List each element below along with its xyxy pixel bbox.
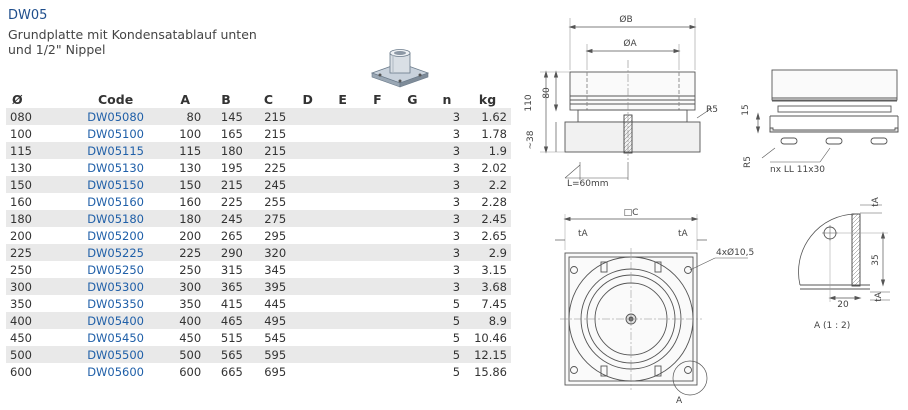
cell-kg: 2.65 xyxy=(464,227,511,244)
cell-kg: 7.45 xyxy=(464,295,511,312)
cell-n: 3 xyxy=(430,193,464,210)
cell-code[interactable]: DW05200 xyxy=(66,227,165,244)
col-header: n xyxy=(430,90,464,108)
cell-a: 300 xyxy=(165,278,205,295)
cell-b: 415 xyxy=(205,295,247,312)
cell-c: 245 xyxy=(247,176,290,193)
cell-code[interactable]: DW05115 xyxy=(66,142,165,159)
cell-b: 195 xyxy=(205,159,247,176)
dim-110: 110 xyxy=(524,94,534,112)
col-header: B xyxy=(205,90,247,108)
cell-a: 500 xyxy=(165,346,205,363)
cell-b: 225 xyxy=(205,193,247,210)
col-header: E xyxy=(325,90,360,108)
col-header: F xyxy=(360,90,395,108)
cell-c: 545 xyxy=(247,329,290,346)
col-header: D xyxy=(290,90,325,108)
dim-r5-side: R5 xyxy=(743,156,753,168)
cell-code[interactable]: DW05130 xyxy=(66,159,165,176)
cell-b: 145 xyxy=(205,108,247,125)
detail-dim-35: 35 xyxy=(871,254,881,266)
cell-n: 3 xyxy=(430,108,464,125)
cell-a: 150 xyxy=(165,176,205,193)
cell-diameter: 200 xyxy=(6,227,66,244)
col-header: G xyxy=(395,90,430,108)
cell-a: 160 xyxy=(165,193,205,210)
cell-kg: 2.28 xyxy=(464,193,511,210)
cell-diameter: 225 xyxy=(6,244,66,261)
cell-c: 215 xyxy=(247,125,290,142)
slot-label: nx LL 11x30 xyxy=(770,165,826,175)
cell-diameter: 080 xyxy=(6,108,66,125)
cell-c: 215 xyxy=(247,108,290,125)
dim-80: 80 xyxy=(542,87,552,99)
cell-b: 365 xyxy=(205,278,247,295)
cell-diameter: 400 xyxy=(6,312,66,329)
dim-square-c: □C xyxy=(623,208,639,218)
cell-n: 3 xyxy=(430,210,464,227)
cell-kg: 3.68 xyxy=(464,278,511,295)
cell-kg: 1.78 xyxy=(464,125,511,142)
cell-kg: 8.9 xyxy=(464,312,511,329)
cell-diameter: 150 xyxy=(6,176,66,193)
cell-n: 5 xyxy=(430,312,464,329)
cell-diameter: 160 xyxy=(6,193,66,210)
cell-diameter: 300 xyxy=(6,278,66,295)
cell-kg: 2.45 xyxy=(464,210,511,227)
detail-ref: A xyxy=(676,396,683,406)
cell-c: 225 xyxy=(247,159,290,176)
cell-a: 100 xyxy=(165,125,205,142)
cell-b: 665 xyxy=(205,363,247,380)
cell-code[interactable]: DW05450 xyxy=(66,329,165,346)
cell-c: 275 xyxy=(247,210,290,227)
cell-kg: 3.15 xyxy=(464,261,511,278)
dim-15: 15 xyxy=(741,104,751,116)
cell-c: 495 xyxy=(247,312,290,329)
cell-c: 215 xyxy=(247,142,290,159)
detail-ta-top: tA xyxy=(871,197,881,207)
cell-diameter: 450 xyxy=(6,329,66,346)
cell-kg: 2.9 xyxy=(464,244,511,261)
cell-a: 200 xyxy=(165,227,205,244)
cell-n: 3 xyxy=(430,227,464,244)
pipe-length: L=60mm xyxy=(567,179,609,189)
cell-code[interactable]: DW05350 xyxy=(66,295,165,312)
cell-b: 245 xyxy=(205,210,247,227)
dim-38: ~38 xyxy=(526,130,536,150)
cell-b: 465 xyxy=(205,312,247,329)
cell-code[interactable]: DW05400 xyxy=(66,312,165,329)
cell-diameter: 130 xyxy=(6,159,66,176)
cell-code[interactable]: DW05600 xyxy=(66,363,165,380)
col-header: A xyxy=(165,90,205,108)
cell-a: 250 xyxy=(165,261,205,278)
cell-b: 515 xyxy=(205,329,247,346)
cell-a: 80 xyxy=(165,108,205,125)
cell-a: 350 xyxy=(165,295,205,312)
dim-ta-right: tA xyxy=(678,229,688,239)
cell-c: 395 xyxy=(247,278,290,295)
cell-code[interactable]: DW05300 xyxy=(66,278,165,295)
holes-label: 4xØ10,5 xyxy=(716,248,755,258)
cell-kg: 1.62 xyxy=(464,108,511,125)
dim-phi-a: ØA xyxy=(623,39,637,49)
cell-c: 595 xyxy=(247,346,290,363)
col-header: kg xyxy=(464,90,511,108)
cell-kg: 10.46 xyxy=(464,329,511,346)
cell-code[interactable]: DW05180 xyxy=(66,210,165,227)
cell-code[interactable]: DW05225 xyxy=(66,244,165,261)
cell-code[interactable]: DW05250 xyxy=(66,261,165,278)
cell-n: 3 xyxy=(430,159,464,176)
cell-diameter: 250 xyxy=(6,261,66,278)
cell-a: 225 xyxy=(165,244,205,261)
cell-c: 345 xyxy=(247,261,290,278)
cell-b: 290 xyxy=(205,244,247,261)
cell-a: 600 xyxy=(165,363,205,380)
top-view xyxy=(555,214,748,395)
cell-n: 3 xyxy=(430,278,464,295)
cell-n: 3 xyxy=(430,176,464,193)
cell-c: 320 xyxy=(247,244,290,261)
cell-n: 5 xyxy=(430,295,464,312)
cell-diameter: 100 xyxy=(6,125,66,142)
cell-diameter: 600 xyxy=(6,363,66,380)
cell-code[interactable]: DW05080 xyxy=(66,108,165,125)
cell-n: 3 xyxy=(430,142,464,159)
cell-kg: 1.9 xyxy=(464,142,511,159)
cell-b: 315 xyxy=(205,261,247,278)
cell-b: 215 xyxy=(205,176,247,193)
cell-code[interactable]: DW05160 xyxy=(66,193,165,210)
product-title: DW05 xyxy=(8,8,48,23)
col-header: Code xyxy=(66,90,165,108)
cell-kg: 2.2 xyxy=(464,176,511,193)
cell-c: 255 xyxy=(247,193,290,210)
cell-a: 400 xyxy=(165,312,205,329)
cell-n: 5 xyxy=(430,363,464,380)
dim-phi-b: ØB xyxy=(619,15,633,25)
cell-code[interactable]: DW05150 xyxy=(66,176,165,193)
cell-n: 5 xyxy=(430,329,464,346)
cell-code[interactable]: DW05500 xyxy=(66,346,165,363)
col-header: C xyxy=(247,90,290,108)
detail-dim-20: 20 xyxy=(837,300,849,310)
cell-kg: 12.15 xyxy=(464,346,511,363)
cell-a: 180 xyxy=(165,210,205,227)
end-view xyxy=(757,70,899,162)
cell-b: 565 xyxy=(205,346,247,363)
detail-scale: A (1 : 2) xyxy=(814,321,851,331)
cell-b: 180 xyxy=(205,142,247,159)
cell-a: 115 xyxy=(165,142,205,159)
cell-a: 130 xyxy=(165,159,205,176)
cell-n: 3 xyxy=(430,261,464,278)
cell-c: 295 xyxy=(247,227,290,244)
cell-n: 3 xyxy=(430,244,464,261)
cell-c: 445 xyxy=(247,295,290,312)
cell-b: 265 xyxy=(205,227,247,244)
cell-diameter: 115 xyxy=(6,142,66,159)
detail-ta-bottom: tA xyxy=(874,292,884,302)
cell-c: 695 xyxy=(247,363,290,380)
cell-n: 5 xyxy=(430,346,464,363)
cell-diameter: 180 xyxy=(6,210,66,227)
product-description: Grundplatte mit Kondensatablauf unten und 1/2" Nippel xyxy=(8,27,257,57)
cell-code[interactable]: DW05100 xyxy=(66,125,165,142)
cell-b: 165 xyxy=(205,125,247,142)
cell-kg: 15.86 xyxy=(464,363,511,380)
detail-view xyxy=(799,205,890,302)
cell-kg: 2.02 xyxy=(464,159,511,176)
col-header: Ø xyxy=(6,90,66,108)
dim-ta-left: tA xyxy=(578,229,588,239)
cell-a: 450 xyxy=(165,329,205,346)
dim-r5-top: R5 xyxy=(706,105,718,115)
cell-diameter: 350 xyxy=(6,295,66,312)
cell-diameter: 500 xyxy=(6,346,66,363)
cell-n: 3 xyxy=(430,125,464,142)
